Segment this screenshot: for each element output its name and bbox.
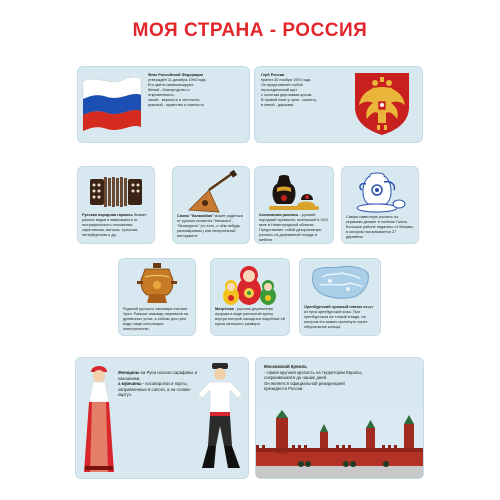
flag-line: красный - мужество и смелость. bbox=[148, 103, 205, 107]
flag-line: синий - верность и честность, bbox=[148, 98, 201, 102]
kremlin-card bbox=[255, 357, 424, 479]
man-in-kosovorotka-figure bbox=[198, 360, 244, 476]
accordion-text: Русская народная гармонь бывает разных видов в зависимости от географического положения: саратовская, вятская, тульская, петербургская и др. bbox=[82, 213, 147, 237]
kremlin-line: сохранившаяся до наших дней. bbox=[264, 375, 328, 381]
matryoshka-card bbox=[210, 258, 290, 336]
flag-line: откровенность, bbox=[148, 93, 175, 97]
gingerbread-card bbox=[299, 258, 381, 336]
page-title: МОЯ СТРАНА - РОССИЯ bbox=[132, 20, 368, 41]
coat-line: с золотым двуглавым орлом. bbox=[261, 93, 313, 97]
flag-line: белый - благородство и bbox=[148, 88, 190, 92]
kremlin-line: президента России. bbox=[264, 386, 304, 392]
people-card bbox=[75, 357, 249, 479]
coat-line: геральдический щит bbox=[261, 88, 298, 92]
coat-line: в левой - держава. bbox=[261, 103, 295, 107]
coat-of-arms-image bbox=[351, 71, 413, 137]
gzhel-text: Самую известную роспись по керамике делают в посёлке Гжель. Большое районе недалеко от Москвы, в котором насчитывается 27 деревень. bbox=[346, 215, 414, 239]
accordion-card bbox=[77, 166, 155, 244]
balalaika-icon bbox=[183, 170, 239, 214]
kremlin-heading: Московский Кремль bbox=[264, 364, 307, 369]
matryoshka-icon bbox=[219, 261, 281, 307]
coat-line: принят 30 ноября 1993 года. bbox=[261, 78, 312, 82]
balalaika-card bbox=[172, 166, 250, 244]
flag-line: Его цвета символизируют: bbox=[148, 83, 195, 87]
gzhel-card bbox=[341, 166, 419, 244]
people-women-text: Женщины на Руси носили сарафаны и кокошники, bbox=[118, 370, 197, 381]
balalaika-text: Слово "балалайка" может родиться от русских словечек "балакать", "балагурить" (то есть, о чём-нибудь разговаривать) или несерьёзный инструмент. bbox=[177, 214, 243, 238]
russian-flag-image bbox=[81, 73, 143, 135]
gzhel-icon bbox=[352, 170, 408, 214]
accordion-icon bbox=[88, 171, 144, 211]
flag-card bbox=[77, 66, 250, 143]
samovar-card bbox=[118, 258, 196, 336]
kremlin-line: Он является официальной резиденцией bbox=[264, 380, 345, 386]
coat-of-arms-card bbox=[254, 66, 423, 143]
khokhloma-text: Хохломская роспись - русский народный промысел, возникший в XVII веке в Нижегородской области. Представляет собой декоративную роспись на деревянной посуде и мебели. bbox=[259, 213, 328, 242]
gingerbread-text: Оренбургский пуховый платок вяжут из пуха оренбургской козы. При оренбургском же тонкий в виде, на котором его можно протянуть через обручальное кольцо. bbox=[304, 305, 374, 329]
khokhloma-card bbox=[254, 166, 334, 244]
flag-heading: Флаг Российской Федерации bbox=[148, 73, 203, 77]
coat-line: Он представляет собой bbox=[261, 83, 303, 87]
woman-in-sarafan-figure bbox=[82, 362, 116, 476]
khokhloma-icon bbox=[267, 170, 321, 212]
kremlin-line: - самая крупная крепость на территории Европы, bbox=[264, 369, 363, 375]
people-men-text: а мужчины - косоворотки и порты, заправленные в сапоги, а на голове - картуз. bbox=[118, 381, 193, 398]
gingerbread-icon bbox=[308, 263, 372, 301]
samovar-text: Родиной русского самовара считают Урал. Раньше самовар нагревали на древесных углях, в сейчас для греи воды чаще используют электричество. bbox=[123, 307, 189, 331]
kremlin-photo bbox=[256, 410, 423, 478]
coat-heading: Герб России bbox=[261, 73, 285, 77]
matryoshka-text: Матрёшка - русская деревянная игрушка в виде расписной куклы, внутри которой находятся подобные ей куклы меньшего размера. bbox=[215, 307, 285, 326]
samovar-icon bbox=[131, 261, 183, 305]
coat-line: В правой лапе у орла - скипетр, bbox=[261, 98, 318, 102]
flag-line: утверждён 11 декабря 1993 года. bbox=[148, 78, 207, 82]
